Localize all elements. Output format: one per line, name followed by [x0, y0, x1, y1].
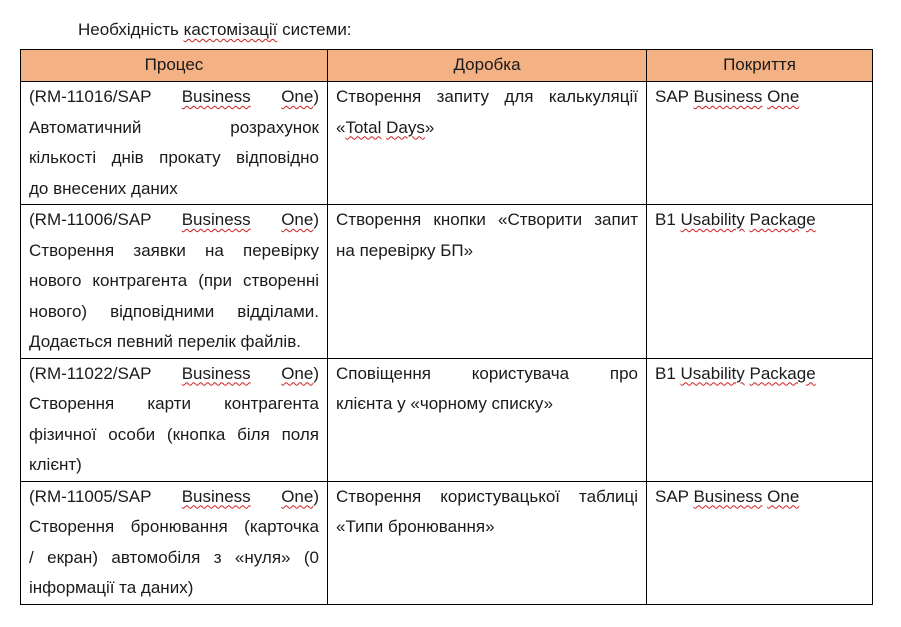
cell-text-line: Створення користувацької таблиці [336, 486, 638, 506]
table-row [21, 481, 873, 604]
table-body [21, 82, 873, 605]
cell-text-line: нового) відповідними відділами. [29, 301, 319, 321]
cell-text-line: Створення запиту для калькуляції [336, 87, 638, 106]
cell-development [328, 82, 647, 205]
column-header-coverage: Покриття [647, 50, 873, 82]
cell-text-line: Додається певний перелік файлів. [29, 332, 301, 351]
cell-text-line: на перевірку БП» [336, 240, 474, 260]
customization-table [20, 49, 873, 605]
cell-text-line: «Типи бронювання» [336, 517, 495, 536]
cell-text-line: клієнта у «чорному списку» [336, 394, 554, 413]
cell-coverage [647, 358, 873, 481]
cell-development [328, 481, 647, 604]
cell-text-line: нового контрагента (при створенні [29, 271, 319, 290]
cell-development [328, 205, 647, 359]
cell-text-line: (RM-11005/SAP Business One) [29, 486, 319, 506]
cell-coverage [647, 82, 873, 205]
cell-text-line: Створення карти контрагента [29, 394, 319, 413]
document-heading [78, 19, 352, 41]
cell-text-line: (RM-11006/SAP Business One) [29, 210, 319, 229]
cell-process [21, 358, 328, 481]
cell-coverage [647, 481, 873, 604]
coverage-text: B1 Usability Package [655, 210, 816, 229]
coverage-text: SAP Business One [655, 486, 800, 506]
coverage-text: SAP Business One [655, 87, 800, 106]
cell-text-line: до внесених даних [29, 178, 178, 198]
cell-text-line: Створення бронювання (карточка [29, 517, 319, 536]
cell-coverage [647, 205, 873, 359]
heading-suffix: системи: [277, 20, 352, 39]
cell-text-line: (RM-11022/SAP Business One) [29, 363, 319, 383]
cell-process [21, 205, 328, 359]
cell-text-line: Створення заявки на перевірку [29, 240, 319, 260]
heading-prefix: Необхідність [78, 20, 184, 39]
table-header-row [21, 50, 873, 82]
cell-text-line: (RM-11016/SAP Business One) [29, 87, 319, 106]
cell-text-line: Створення кнопки «Створити запит [336, 210, 638, 229]
cell-text-line: Автоматичний розрахунок [29, 117, 319, 137]
cell-process [21, 82, 328, 205]
cell-text-line: «Total Days» [336, 117, 435, 137]
cell-text-line: / екран) автомобіля з «нуля» (0 [29, 547, 319, 567]
cell-text-line: інформації та даних) [29, 578, 194, 597]
table-row [21, 205, 873, 359]
cell-process [21, 481, 328, 604]
column-header-development: Доробка [328, 50, 647, 82]
table-row [21, 82, 873, 205]
cell-text-line: кількості днів прокату відповідно [29, 148, 319, 167]
cell-text-line: клієнт) [29, 455, 82, 474]
cell-development [328, 358, 647, 481]
coverage-text: B1 Usability Package [655, 363, 816, 383]
table-row [21, 358, 873, 481]
column-header-process: Процес [21, 50, 328, 82]
heading-underlined-word: кастомізації [183, 20, 278, 39]
cell-text-line: фізичної особи (кнопка біля поля [29, 424, 319, 444]
cell-text-line: Сповіщення користувача про [336, 363, 638, 383]
